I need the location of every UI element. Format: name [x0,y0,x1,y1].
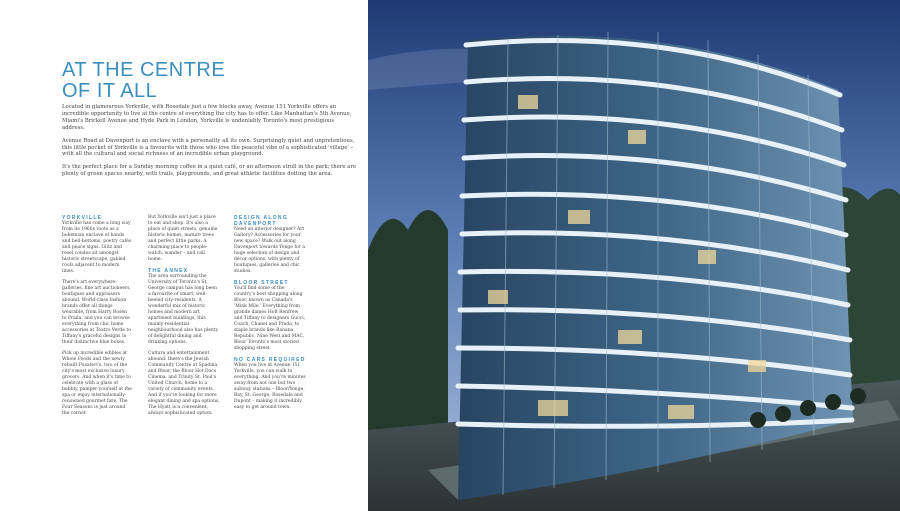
body-paragraph: But Yorkville isn't just a place to eat and shop. It's also a place of quiet streets, genuine historic homes, mature trees and perfect little parks. A charming place to people-watch, wander – and call home. [148,215,218,262]
section-heading-design: DESIGN ALONG DAVENPORT [234,215,289,227]
body-paragraph: Pick up incredible edibles at Whole Foods and the newly rebuilt Pusateri's, two of the city's most exclusive luxury grocers. And when it's time to celebrate with a glass of bubbly, pamper yourself at the spa or enjoy internationally-renowned gourmet fare, The Four Seasons is just around the corner. [62,351,132,416]
section-heading-bloor: BLOOR STREET [234,280,289,286]
building-rendering-image [368,0,900,511]
page-headline [62,60,352,102]
section-heading-yorkville: YORKVILLE [62,215,103,221]
body-paragraph: Need an interior designer? Art Gallery? Accessories for your new space? Walk out along Davenport towards Yonge for a huge selection of design and décor options, with plenty of boutiques, galleries and chic studios. [234,227,305,274]
headline-line-2: OF IT ALL [62,80,158,102]
body-paragraph: You'll find some of the country's best shopping along Bloor, known as Canada's 'Mink Mile.' Everything from grande dames Holt Renfrew and Tiffany to designers Gucci, Coach, Chanel and Prada, to staple brands like Banana Republic, Nine West and MAC, Bloor Toronto's most storied shopping street. [234,286,306,351]
column-shopping [234,215,306,416]
intro-paragraph: Located in glamourous Yorkville, with Rosedale just a few blocks away, Avenue 151 Yorkville offers an incredible opportunity to live at the centre of everything the city has to offer. Like Manhattan's 5th Avenue, Miami's Brickell Avenue and Hyde Park in London, Yorkville is undeniably Toronto's most prestigious address. [62,104,352,131]
section-heading-no-cars: NO CARS REQUIRED [234,357,306,363]
column-annex [148,215,220,422]
building-tower [458,36,853,500]
left-page [0,0,368,511]
building-photo [368,0,900,511]
body-paragraph: There's art everywhere: galleries, fine art auctioneers, boutiques and appraisers abound. World-class fashion brands offer all things wearable, from Harry Rosen to Prada, and you can browse everything from chic home accessories at Teatro Verde to Tiffany's graceful designs in their distinctive blue boxes. [62,280,131,345]
body-paragraph: When you live at Avenue 151 Yorkville, you can walk to everything. And you're minutes away from not one but two subway stations – Bloor/Yonge, Bay, St. George, Rosedale and Dupont – making it incredibly easy to get around town. [234,363,306,410]
intro-paragraph: It's the perfect place for a Sunday morning coffee in a quiet café, or an afternoon stroll in the park; there are plenty of green spaces nearby, with trails, playgrounds, and great athletic facilities dotting the area. [62,164,357,178]
body-paragraph: Yorkville has come a long way from its 1960s roots as a bohemian enclave of bands and bell-bottoms, poetry cafés and peace signs. Glitz and resel condos sit amongst historic streetscape, gabled roofs adjacent to modern lines. [62,221,132,274]
intro-paragraph: Avenue Road at Davenport is an enclave with a personality all its own. Surprisingly quiet and unpretentious, this little pocket of Yorkville is a favourite with those who love the peaceful vibe of a sophisticated 'village' – with all the cultural and social richness of an incredible urban playground. [62,137,355,158]
headline-line-1: AT THE CENTRE [62,59,226,81]
intro-text [62,104,358,184]
column-yorkville [62,215,132,422]
body-paragraph: Culture and entertainment abound: there's the Jewish Community Centre at Spadina and Bloor, the Bloor Hot Docs Cinema, and Trinity-St. Paul's United Church, home to a variety of community events. And if you're looking for more elegant dining and spa options, The Hyatt is a convenient, always sophisticated option. [148,351,220,416]
body-paragraph: The area surrounding the University of Toronto's St. George campus has long been a favourite of smart, well-heeled city-residents. A wonderful mix of historic homes and modern art apartment buildings, this mainly-residential neighbourhood also has plenty of delightful dining and drinking options. [148,274,219,345]
section-heading-annex: THE ANNEX [148,268,189,274]
